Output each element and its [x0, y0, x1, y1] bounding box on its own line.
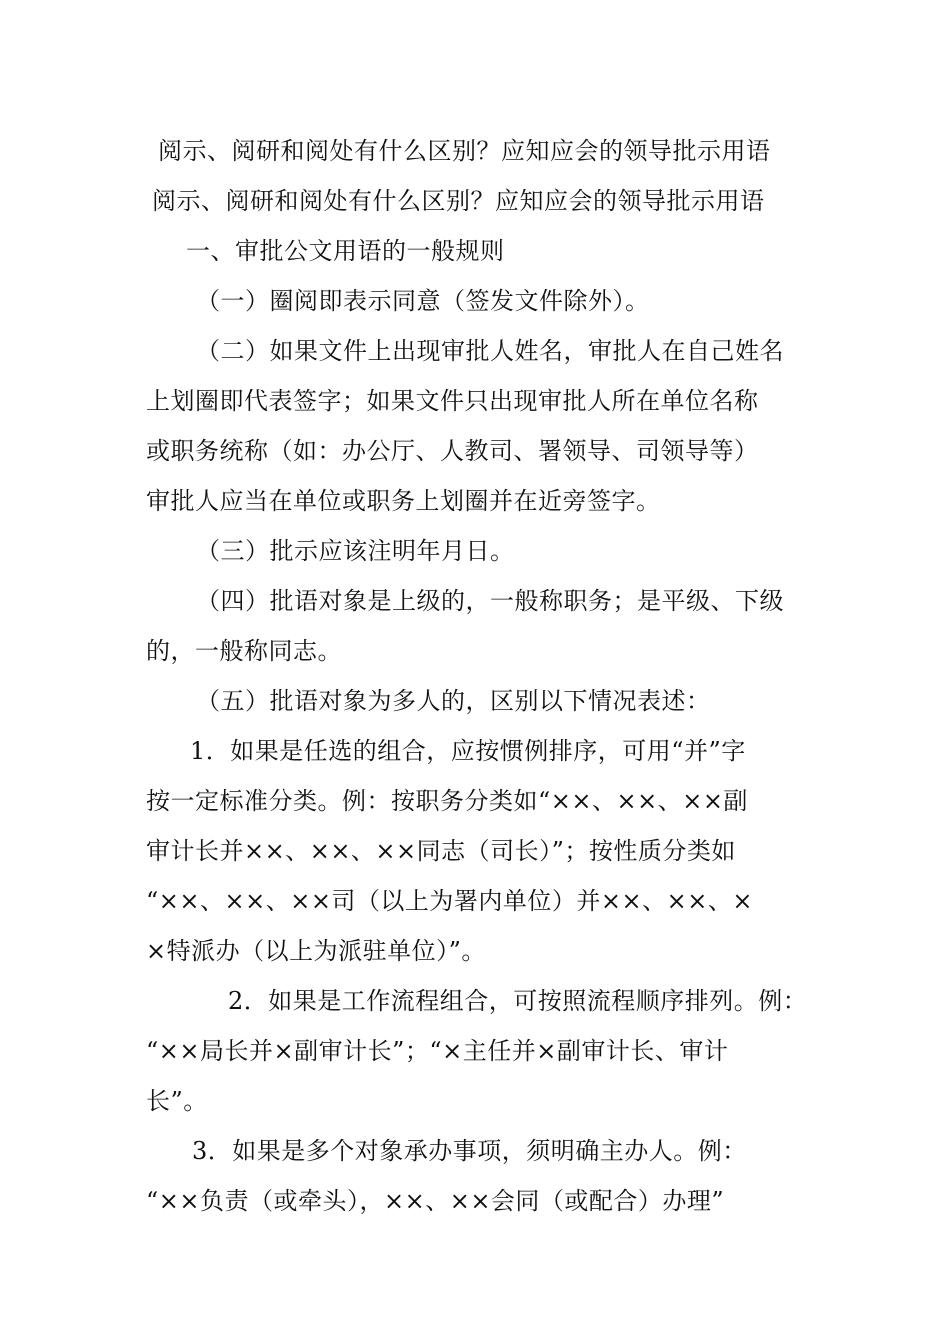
item-1-line-3: 审计长并××、××、××同志（司长）”；按性质分类如	[146, 837, 736, 865]
section-heading: 一、审批公文用语的一般规则	[186, 237, 505, 265]
rule-1: （一）圈阅即表示同意（签发文件除外）。	[196, 287, 650, 315]
rule-3: （三）批示应该注明年月日。	[196, 537, 515, 565]
item-3-line-1: 3．如果是多个对象承办事项，须明确主办人。例：	[192, 1137, 747, 1165]
item-1-line-1: 1．如果是任选的组合，应按惯例排序，可用“并”字	[190, 737, 746, 765]
rule-2-line-2: 上划圈即代表签字；如果文件只出现审批人所在单位名称	[146, 387, 759, 415]
document-title-repeat: 阅示、阅研和阅处有什么区别？应知应会的领导批示用语	[152, 187, 765, 215]
rule-2-line-3: 或职务统称（如：办公厅、人教司、署领导、司领导等）	[146, 437, 759, 465]
rule-4-line-1: （四）批语对象是上级的，一般称职务；是平级、下级	[196, 587, 784, 615]
item-3-line-2: “××负责（或牵头），××、××会同（或配合）办理”	[146, 1187, 725, 1215]
item-1-line-2: 按一定标准分类。例：按职务分类如“××、××、××副	[146, 787, 748, 815]
rule-2-line-1: （二）如果文件上出现审批人姓名，审批人在自己姓名	[196, 337, 784, 365]
rule-4-line-2: 的，一般称同志。	[146, 637, 342, 665]
document-title: 阅示、阅研和阅处有什么区别？应知应会的领导批示用语	[158, 137, 771, 165]
item-2-line-2: “××局长并×副审计长”；“×主任并×副审计长、审计	[146, 1037, 729, 1065]
item-1-line-5: ×特派办（以上为派驻单位）”。	[146, 937, 486, 965]
rule-5: （五）批语对象为多人的，区别以下情况表述：	[196, 687, 711, 715]
item-1-line-4: “××、××、××司（以上为署内单位）并××、××、×	[146, 887, 753, 915]
rule-2-line-4: 审批人应当在单位或职务上划圈并在近旁签字。	[146, 487, 661, 515]
item-2-line-1: 2．如果是工作流程组合，可按照流程顺序排列。例：	[228, 987, 808, 1015]
item-2-line-3: 长”。	[146, 1087, 208, 1115]
